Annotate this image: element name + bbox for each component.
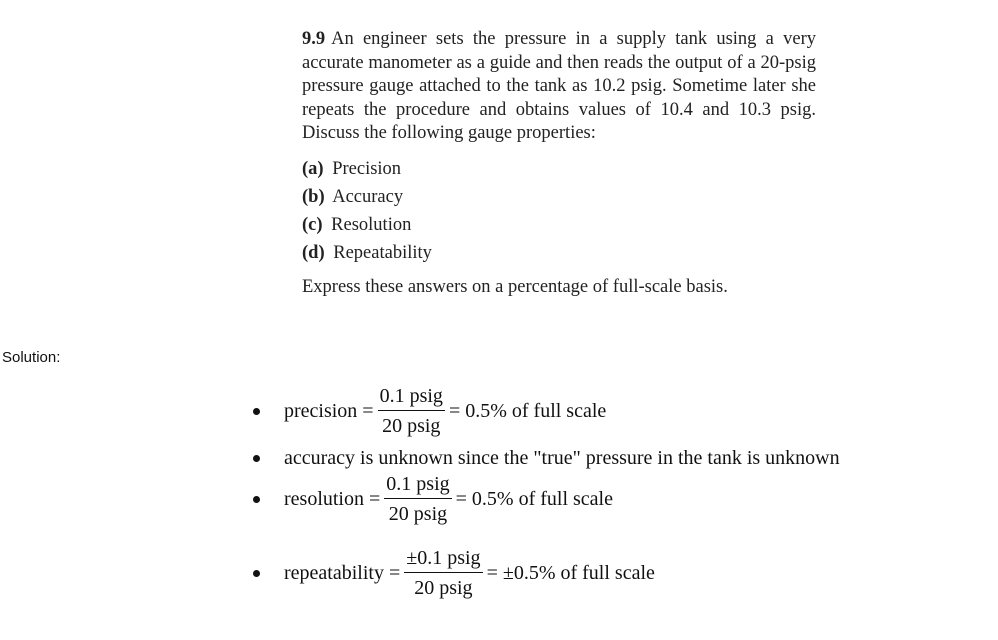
part-d-text: Repeatability: [333, 242, 432, 263]
problem-statement: [302, 28, 816, 299]
parts-list: [302, 155, 816, 267]
bullet-icon: [253, 455, 260, 462]
part-d: [302, 239, 816, 267]
resolution-fraction: [384, 472, 451, 526]
bullet-icon: [253, 570, 260, 577]
part-b-text: Accuracy: [332, 186, 404, 207]
part-c-letter: (c): [302, 214, 323, 235]
repeatability-label: repeatability =: [284, 561, 401, 584]
resolution-numerator: 0.1 psig: [384, 472, 451, 499]
part-d-letter: (d): [302, 242, 325, 263]
resolution-denominator: 20 psig: [388, 503, 448, 525]
precision-fraction: [378, 384, 445, 438]
accuracy-item: [250, 447, 840, 470]
repeatability-numerator: ±0.1 psig: [404, 546, 482, 573]
part-a-letter: (a): [302, 158, 324, 179]
resolution-item: [250, 472, 613, 526]
part-a: [302, 155, 816, 183]
repeatability-denominator: 20 psig: [414, 577, 473, 599]
precision-label: precision =: [284, 399, 374, 422]
repeatability-result: = ±0.5% of full scale: [486, 561, 655, 584]
accuracy-text: accuracy is unknown since the "true" pressure in the tank is unknown: [284, 447, 840, 469]
part-c: [302, 211, 816, 239]
precision-denominator: 20 psig: [382, 415, 441, 437]
resolution-result: = 0.5% of full scale: [455, 487, 613, 510]
repeatability-item: [250, 546, 655, 600]
bullet-icon: [253, 408, 260, 415]
problem-text: An engineer sets the pressure in a supply tank using a very accurate manometer as a guide and then reads the output of a 20-psig pressure gauge attached to the tank as 10.2 psig. Sometime later she repeats the procedure and obtains values of 10.4 and 10.3 psig. Discuss the following gauge properties:: [302, 29, 816, 143]
bullet-icon: [253, 496, 260, 503]
resolution-label: resolution =: [284, 487, 381, 510]
repeatability-fraction: [404, 546, 482, 600]
part-c-text: Resolution: [331, 214, 412, 235]
part-b-letter: (b): [302, 186, 325, 207]
problem-text-block: [302, 28, 816, 146]
precision-result: = 0.5% of full scale: [448, 399, 607, 422]
precision-item: [250, 384, 606, 438]
precision-numerator: 0.1 psig: [378, 384, 445, 411]
solution-label: Solution:: [2, 349, 61, 366]
part-b: [302, 183, 816, 211]
part-a-text: Precision: [332, 158, 402, 179]
problem-number: 9.9: [302, 29, 326, 49]
express-instruction: Express these answers on a percentage of full-scale basis.: [302, 276, 728, 297]
